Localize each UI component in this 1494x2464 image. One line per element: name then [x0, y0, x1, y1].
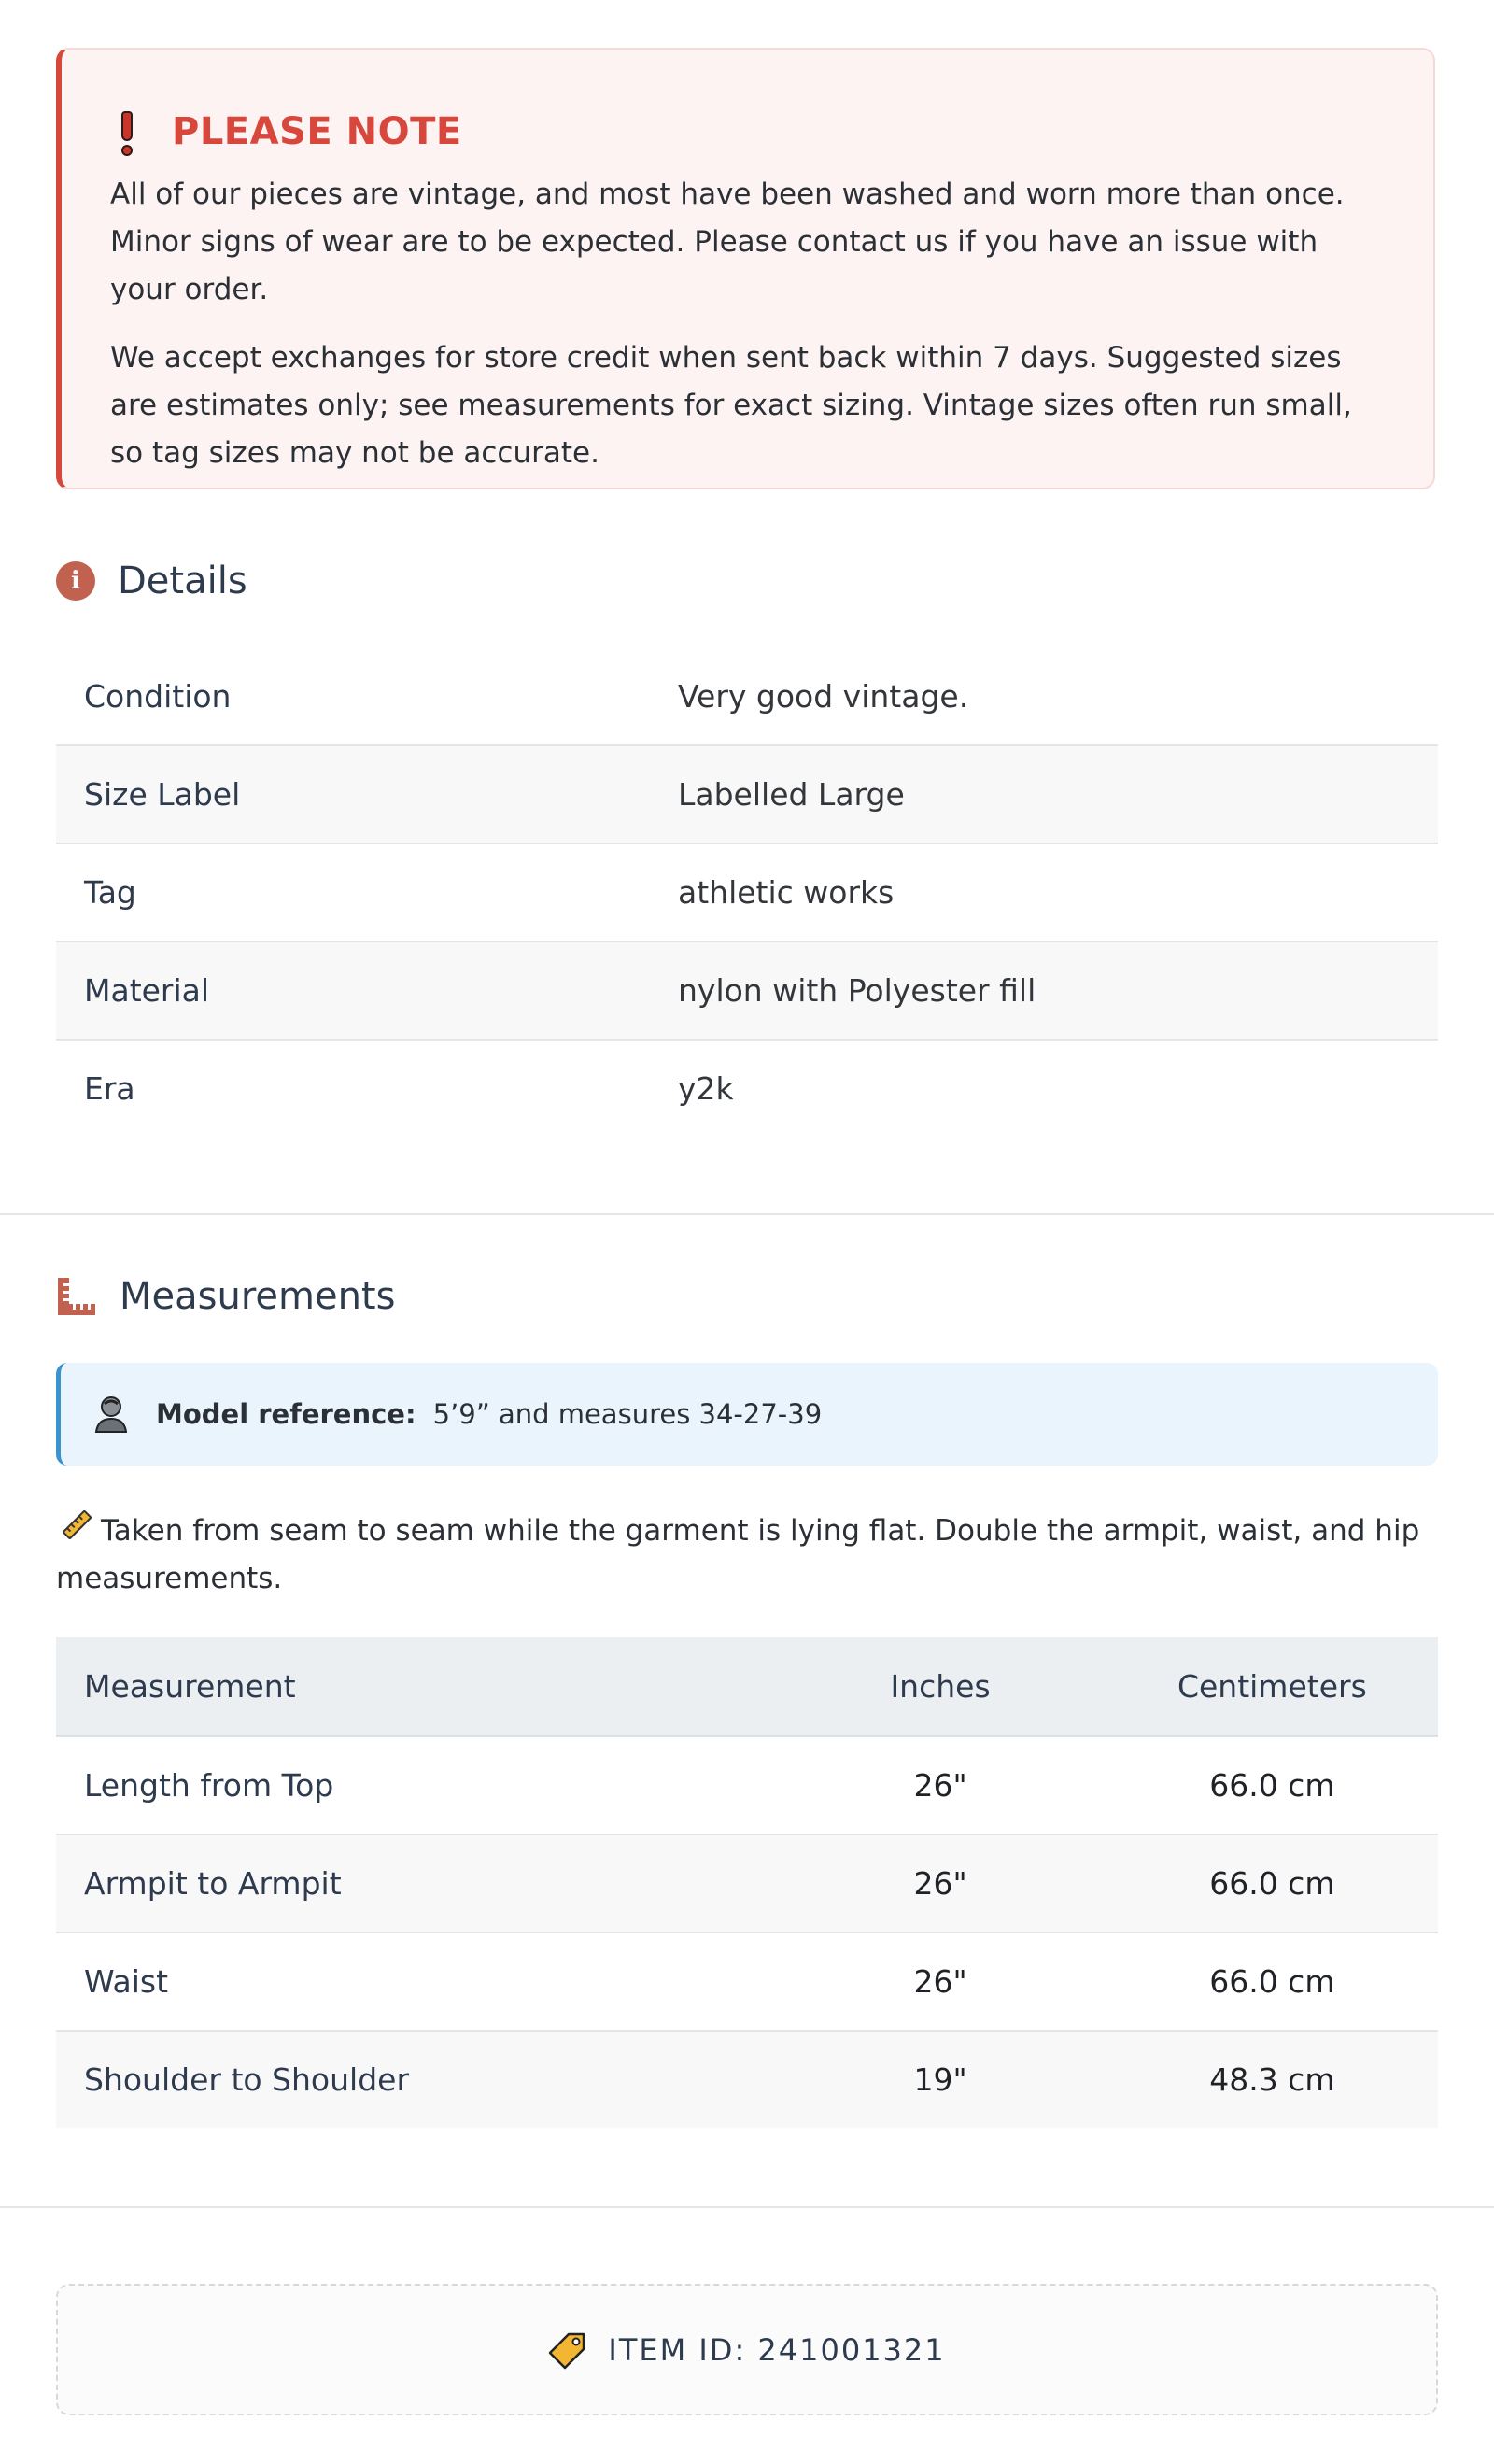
header-centimeters: Centimeters	[1177, 1667, 1367, 1705]
details-heading-row	[56, 553, 247, 609]
details-value: Labelled Large	[678, 776, 905, 813]
measurement-inches: 26"	[913, 1767, 967, 1804]
section-divider	[0, 2206, 1494, 2208]
notice-title-row	[110, 106, 1387, 158]
notice-paragraph-2: We accept exchanges for store credit when sent back within 7 days. Suggested sizes are estimates only; see measurements for exact sizing. Vintage sizes often run small, so tag sizes may not be accurate.	[110, 341, 1352, 470]
header-measurement: Measurement	[84, 1667, 296, 1705]
details-row	[56, 844, 1438, 942]
pencil-icon	[56, 1510, 92, 1546]
model-reference-label: Model reference:	[156, 1398, 416, 1430]
measurement-cm: 66.0 cm	[1209, 1963, 1335, 2000]
measurement-name: Armpit to Armpit	[84, 1865, 342, 1902]
measurement-row	[56, 2032, 1438, 2128]
details-key: Condition	[84, 678, 232, 715]
item-id-label: ITEM ID: 241001321	[608, 2331, 946, 2368]
exclamation-icon	[110, 106, 148, 158]
details-heading: Details	[118, 559, 247, 602]
measurements-heading: Measurements	[120, 1275, 396, 1318]
details-row	[56, 648, 1438, 746]
measurement-inches: 19"	[913, 2061, 967, 2098]
details-value: Very good vintage.	[678, 678, 969, 715]
measurement-cm: 66.0 cm	[1209, 1767, 1335, 1804]
measurement-row	[56, 1933, 1438, 2032]
measuring-note-text: Taken from seam to seam while the garment is lying flat. Double the armpit, waist, and hip measurements.	[56, 1514, 1420, 1595]
model-reference-box	[56, 1363, 1438, 1466]
price-tag-icon	[548, 2330, 587, 2370]
measurements-table	[56, 1637, 1438, 2128]
measurement-name: Waist	[84, 1963, 169, 2000]
details-key: Material	[84, 972, 210, 1009]
details-table	[56, 648, 1438, 1137]
measuring-note	[56, 1508, 1438, 1603]
measurement-name: Shoulder to Shoulder	[84, 2061, 410, 2098]
info-icon: i	[56, 561, 95, 601]
measurements-header-row	[56, 1637, 1438, 1737]
details-value: athletic works	[678, 874, 895, 911]
measurement-inches: 26"	[913, 1865, 967, 1902]
person-icon	[92, 1395, 130, 1434]
measurement-inches: 26"	[913, 1963, 967, 2000]
details-value: y2k	[678, 1070, 734, 1107]
details-key: Era	[84, 1070, 135, 1107]
ruler-icon	[56, 1276, 97, 1317]
please-note-box	[56, 48, 1435, 489]
measurement-cm: 66.0 cm	[1209, 1865, 1335, 1902]
notice-paragraph-1: All of our pieces are vintage, and most have been washed and worn more than once. Minor signs of wear are to be expected. Please contact us if you have an issue with your order.	[110, 177, 1345, 306]
section-divider	[0, 1213, 1494, 1215]
header-inches: Inches	[890, 1667, 991, 1705]
details-key: Size Label	[84, 776, 241, 813]
measurement-row	[56, 1835, 1438, 1933]
details-row	[56, 746, 1438, 844]
details-row	[56, 942, 1438, 1041]
details-value: nylon with Polyester fill	[678, 972, 1036, 1009]
measurement-cm: 48.3 cm	[1209, 2061, 1335, 2098]
details-row	[56, 1041, 1438, 1137]
measurement-name: Length from Top	[84, 1767, 334, 1804]
measurement-row	[56, 1737, 1438, 1835]
details-key: Tag	[84, 874, 136, 911]
measurements-heading-row	[56, 1268, 395, 1324]
model-reference-value: 5’9” and measures 34-27-39	[432, 1398, 823, 1430]
notice-heading: PLEASE NOTE	[172, 110, 462, 153]
item-id-box	[56, 2284, 1438, 2415]
